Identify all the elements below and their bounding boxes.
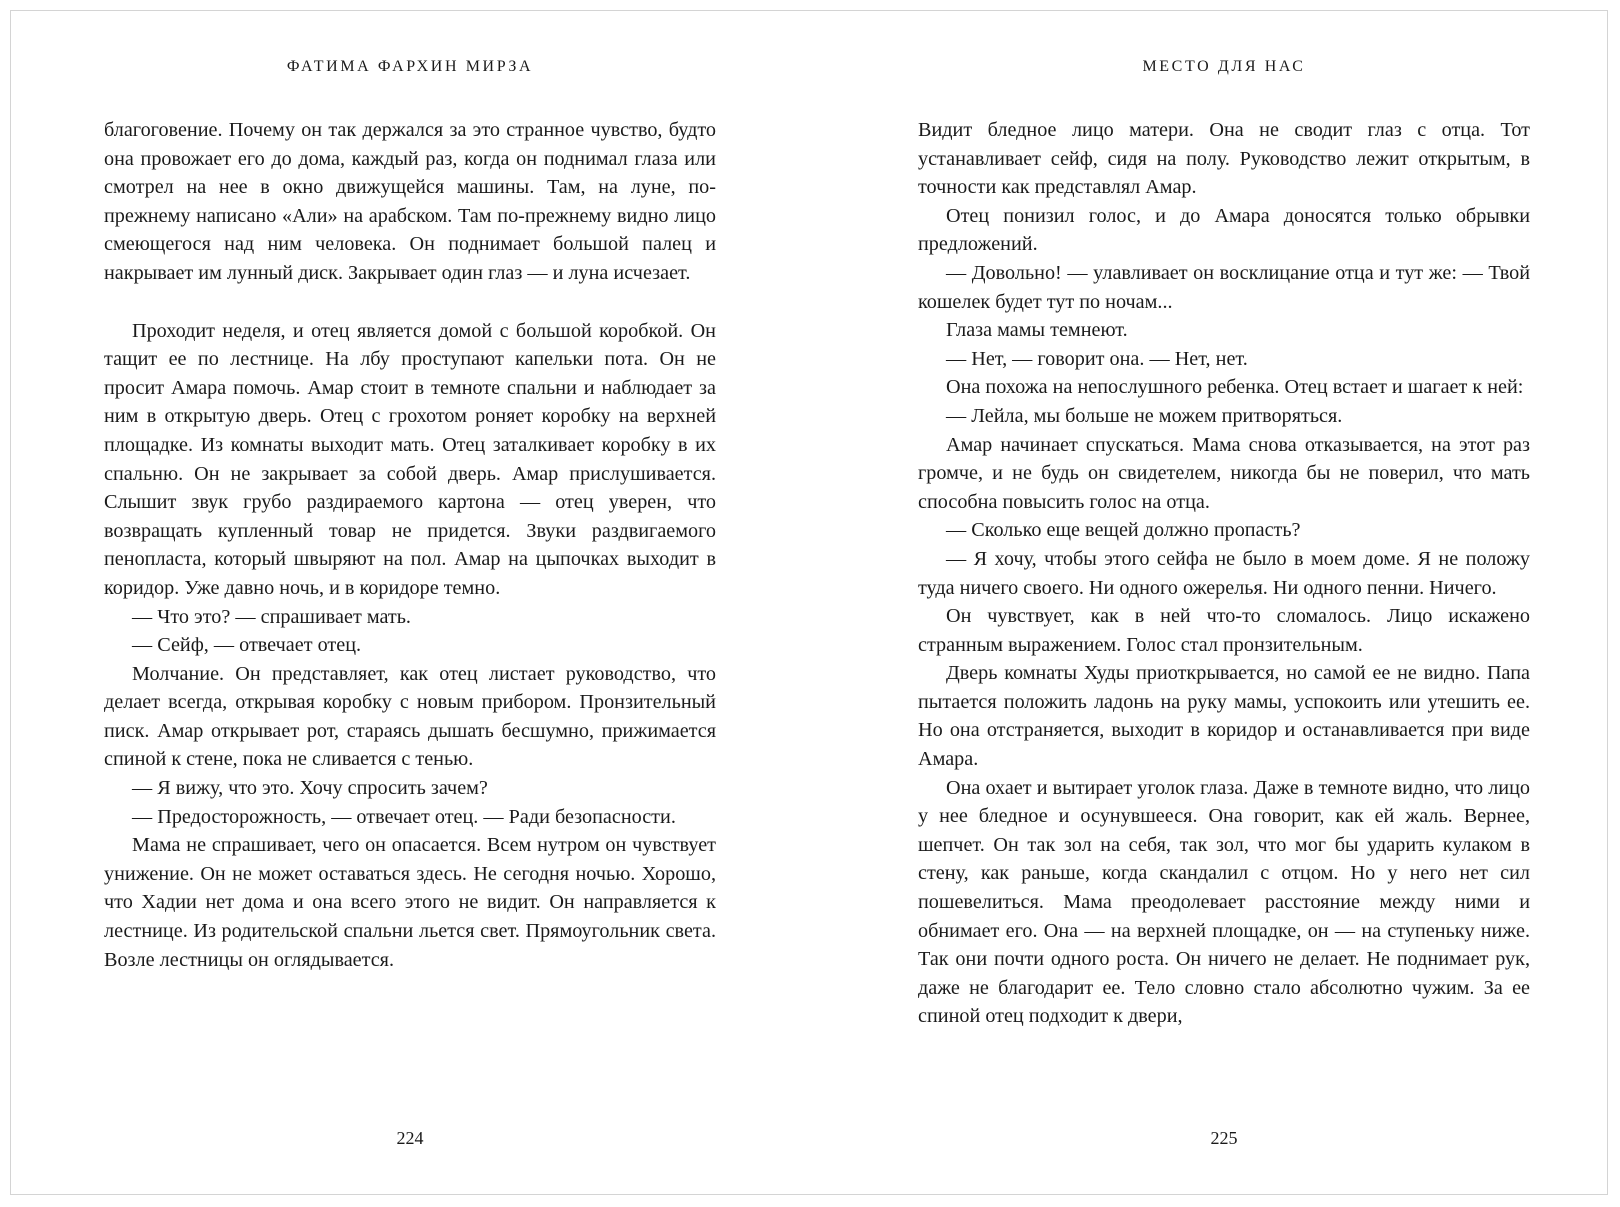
paragraph: Мама не спрашивает, чего он опасается. Всем нутром он чувствует унижение. Он не может оставаться здесь. Не сегодня ночью. Хорошо, что Хадии нет дома и она всего этого не видит. Он направляется к лестнице. Из родительской спальни льется свет. Прямоугольник света. Возле лестницы он оглядывается. xyxy=(104,834,716,971)
paragraph: Молчание. Он представляет, как отец листает руководство, что делает всегда, открывая коробку с новым прибором. Пронзительный писк. Амар открывает рот, стараясь дышать бесшумно, прижимается спиной к стене, пока не сливается с тенью. xyxy=(104,662,716,771)
paragraph: Проходит неделя, и отец является домой с большой коробкой. Он тащит ее по лестнице. На лбу проступают капельки пота. Он не просит Амара помочь. Амар стоит в темноте спальни и наблюдает за ним в открытую дверь. Отец с грохотом роняет коробку на верхней площадке. Из комнаты выходит мать. Отец заталкивает коробку в их спальню. Он не закрывает за собой дверь. Амар прислушивается. Слышит звук грубо раздираемого картона — отец уверен, что возвращать купленный товар не придется. Звуки раздвигаемого пенопласта, который швыряют на пол. Амар на цыпочках выходит в коридор. Уже давно ночь, и в коридоре темно. xyxy=(104,319,716,599)
dialogue-line: — Я хочу, чтобы этого сейфа не было в моем доме. Я не положу туда ничего своего. Ни одного ожерелья. Ни одного пенни. Ничего. xyxy=(918,547,1530,599)
dialogue-line: — Я вижу, что это. Хочу спросить зачем? xyxy=(132,777,488,800)
dialogue-line: — Нет, — говорит она. — Нет, нет. xyxy=(946,347,1248,370)
left-running-header: ФАТИМА ФАРХИН МИРЗА xyxy=(286,58,534,75)
dialogue-line: — Сколько еще вещей должно пропасть? xyxy=(946,519,1301,542)
left-page-text xyxy=(104,116,716,974)
paragraph: Видит бледное лицо матери. Она не сводит глаз с отца. Тот устанавливает сейф, сидя на полу. Руководство лежит открытым, в точности как представлял Амар. xyxy=(918,119,1530,199)
left-page-number: 224 xyxy=(396,1128,424,1148)
paragraph: Она охает и вытирает уголок глаза. Даже в темноте видно, что лицо у нее бледное и осунувшееся. Она говорит, как ей жаль. Вернее, шепчет. Он так зол на себя, так зол, что мог бы ударить кулаком в стену, как раньше, когда скандалил с отцом. Но у него нет сил пошевелиться. Мама преодолевает расстояние между ними и обнимает его. Она — на верхней площадке, он — на ступеньку ниже. Так они почти одного роста. Он ничего не делает. Не поднимает рук, даже не благодарит ее. Тело словно стало абсолютно чужим. За ее спиной отец подходит к двери, xyxy=(918,776,1530,1028)
dialogue-line: — Что это? — спрашивает мать. xyxy=(132,605,411,628)
dialogue-line: — Лейла, мы больше не можем притворяться. xyxy=(946,404,1343,427)
paragraph: Она похожа на непослушного ребенка. Отец встает и шагает к ней: xyxy=(946,376,1524,399)
dialogue-line: — Довольно! — улавливает он восклицание отца и тут же: — Твой кошелек будет тут по ночам... xyxy=(918,261,1530,313)
paragraph: Дверь комнаты Худы приоткрывается, но самой ее не видно. Папа пытается положить ладонь на руку мамы, успокоить или утешить ее. Но она отстраняется, выходит в коридор и останавливается при виде Амара. xyxy=(918,662,1530,771)
paragraph: Глаза мамы темнеют. xyxy=(946,319,1128,342)
paragraph: Отец понизил голос, и до Амара доносятся только обрывки предложений. xyxy=(918,204,1530,256)
section-break xyxy=(104,288,716,317)
dialogue-line: — Сейф, — отвечает отец. xyxy=(132,634,362,657)
right-page-number: 225 xyxy=(1210,1128,1238,1148)
paragraph: Он чувствует, как в ней что-то сломалось. Лицо искажено странным выражением. Голос стал пронзительным. xyxy=(918,605,1530,656)
right-running-header: МЕСТО ДЛЯ НАС xyxy=(1142,58,1306,75)
right-page-text xyxy=(918,116,1530,1031)
paragraph: Амар начинает спускаться. Мама снова отказывается, на этот раз громче, и не будь он свидетелем, никогда бы не поверил, что мать способна повысить голос на отца. xyxy=(918,433,1530,513)
paragraph: благоговение. Почему он так держался за это странное чувство, будто она провожает его до дома, каждый раз, когда он поднимал глаза или смотрел на нее в окно движущейся машины. Там, на луне, по-прежнему написано «Али» на арабском. Там по-прежнему видно лицо смеющегося над ним человека. Он поднимает большой палец и накрывает им лунный диск. Закрывает один глаз — и луна исчезает. xyxy=(104,119,716,284)
dialogue-line: — Предосторожность, — отвечает отец. — Ради безопасности. xyxy=(132,805,676,828)
